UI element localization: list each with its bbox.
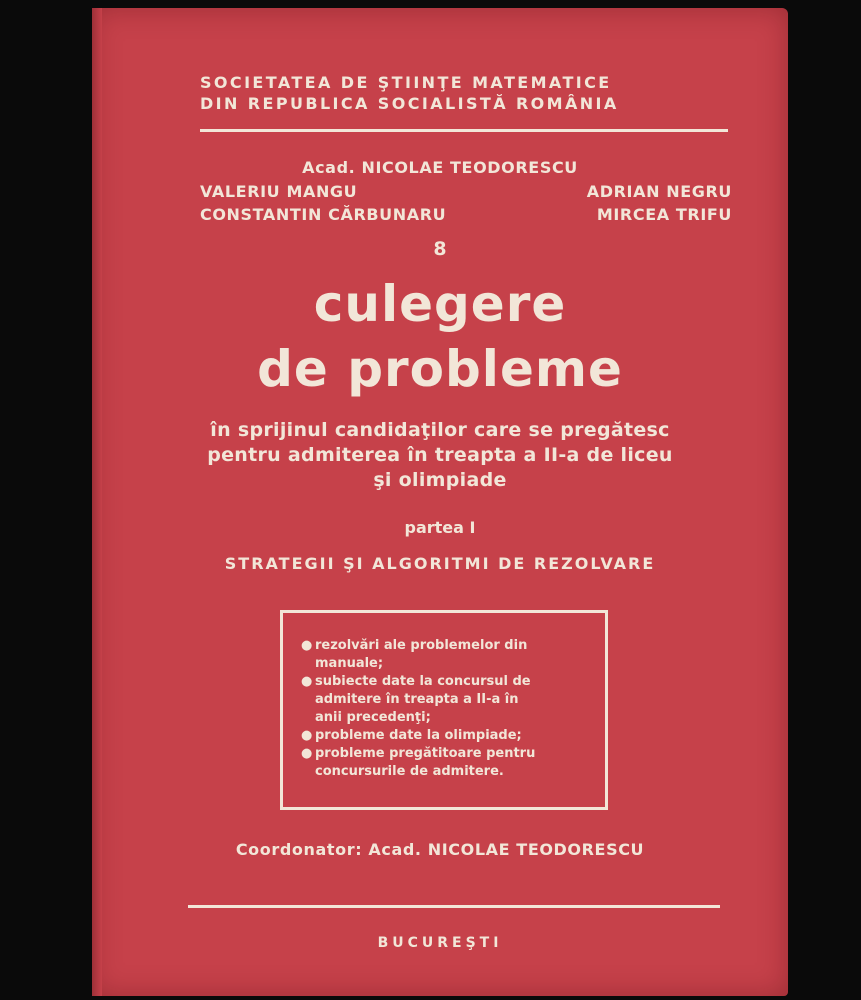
bullet-icon: ● <box>301 638 313 653</box>
contents-item-line: rezolvări ale problemelor din <box>315 638 528 653</box>
contents-item-line: anii precedenţi; <box>315 710 431 725</box>
subtitle <box>92 418 788 493</box>
society-line-2: DIN REPUBLICA SOCIALISTĂ ROMÂNIA <box>200 94 619 113</box>
author-constantin-carbunaru: CONSTANTIN CĂRBUNARU <box>200 205 447 224</box>
volume-number: 8 <box>433 238 447 260</box>
contents-item <box>301 673 535 727</box>
bullet-icon: ● <box>301 746 313 761</box>
subtitle-line-3: şi olimpiade <box>373 469 507 491</box>
bottom-divider <box>188 905 720 908</box>
subtitle-line-1: în sprijinul candidaţilor care se pregătesc <box>210 419 670 441</box>
contents-item <box>301 745 535 781</box>
contents-list <box>301 637 535 781</box>
book-cover <box>92 8 788 996</box>
contents-item-line: subiecte date la concursul de <box>315 674 531 689</box>
subtitle-line-2: pentru admiterea în treapta a II-a de liceu <box>207 444 673 466</box>
bullet-icon: ● <box>301 728 313 743</box>
author-valeriu-mangu: VALERIU MANGU <box>200 182 358 201</box>
contents-item <box>301 637 535 673</box>
contents-item-line: probleme date la olimpiade; <box>315 728 522 743</box>
contents-item-line: concursurile de admitere. <box>315 764 504 779</box>
title-line-2: de probleme <box>257 340 623 398</box>
contents-item-line: manuale; <box>315 656 384 671</box>
part-label: partea I <box>404 518 476 537</box>
society-line-1: SOCIETATEA DE ŞTIINŢE MATEMATICE <box>200 73 612 92</box>
publication-city: BUCUREŞTI <box>377 935 503 951</box>
bullet-icon: ● <box>301 674 313 689</box>
contents-item-line: admitere în treapta a II-a în <box>315 692 519 707</box>
lead-author: Acad. NICOLAE TEODORESCU <box>302 158 578 177</box>
top-divider <box>200 129 728 132</box>
contents-item <box>301 727 535 745</box>
part-title: STRATEGII ŞI ALGORITMI DE REZOLVARE <box>224 554 656 573</box>
coordinator: Coordonator: Acad. NICOLAE TEODORESCU <box>235 840 645 859</box>
title-line-1: culegere <box>313 275 567 333</box>
publisher-society <box>200 72 619 114</box>
contents-item-line: probleme pregătitoare pentru <box>315 746 536 761</box>
contents-box <box>280 610 608 810</box>
author-adrian-negru: ADRIAN NEGRU <box>586 182 732 201</box>
author-mircea-trifu: MIRCEA TRIFU <box>596 205 732 224</box>
